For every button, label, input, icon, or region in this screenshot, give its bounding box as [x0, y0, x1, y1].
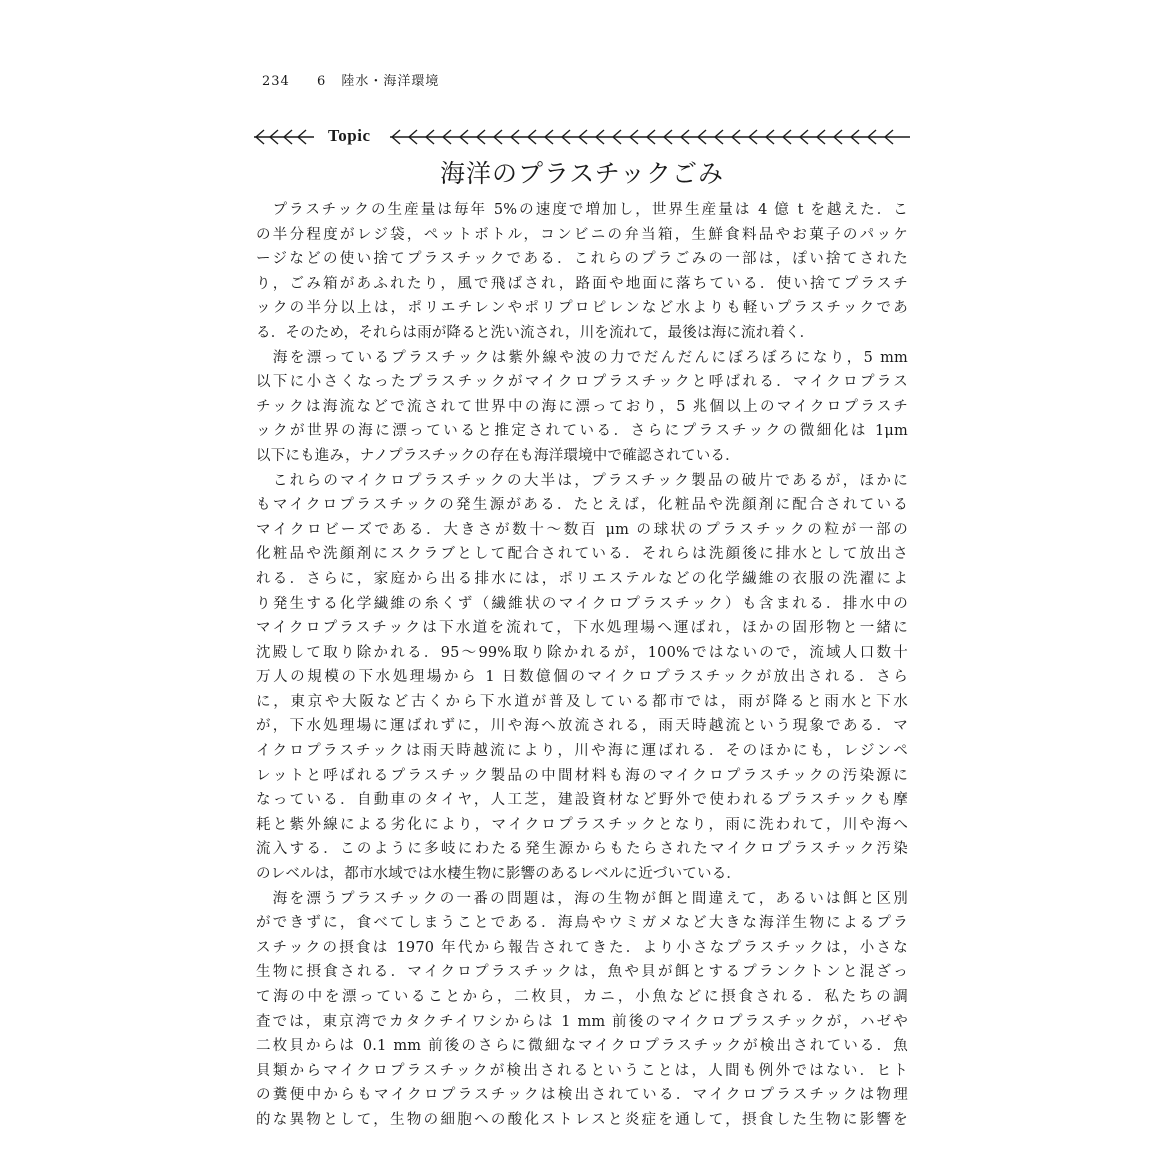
- text-line: のレベルは，都市水域では水棲生物に影響のあるレベルに近づいている．: [256, 866, 742, 883]
- text-line: 沈殿して取り除かれる．95～99%取り除かれるが，100%ではないので，流域人口数十: [256, 644, 908, 661]
- running-head: [262, 70, 439, 89]
- text-line: る．そのため，それらは雨が降ると洗い流され，川を流れて，最後は海に流れ着く．: [256, 324, 815, 341]
- text-line: 的な異物として，生物の細胞への酸化ストレスと炎症を通して，摂食した生物に影響を: [256, 1111, 908, 1128]
- text-line: もマイクロプラスチックの発生源がある．たとえば，化粧品や洗顔剤に配合されている: [256, 497, 908, 514]
- text-line: マイクロビーズである．大きさが数十～数百 μm の球状のプラスチックの粒が一部の: [256, 521, 908, 538]
- text-line: 査では，東京湾でカタクチイワシからは 1 mm 前後のマイクロプラスチックが，ハゼや: [256, 1013, 908, 1030]
- topic-title: 海洋のプラスチックごみ: [439, 159, 724, 188]
- text-line: スチックの摂食は 1970 年代から報告されてきた．より小さなプラスチックは，小さな: [256, 939, 908, 956]
- text-line: に，東京や大阪など古くから下水道が普及している都市では，雨が降ると雨水と下水: [256, 693, 908, 710]
- text-line: イクロプラスチックは雨天時越流により，川や海に運ばれる．そのほかにも，レジンペ: [256, 743, 908, 760]
- text-line: ックが世界の海に漂っていると推定されている．さらにプラスチックの微細化は 1μm: [256, 423, 908, 440]
- text-line: 貝類からマイクロプラスチックが検出されるということは，人間も例外ではない．ヒト: [256, 1062, 908, 1079]
- page-number: 234: [262, 74, 290, 89]
- text-line: 二枚貝からは 0.1 mm 前後のさらに微細なマイクロプラスチックが検出されている．魚: [256, 1038, 908, 1055]
- topic-label: Topic: [328, 126, 371, 145]
- text-line: 化粧品や洗顔剤にスクラブとして配合されている．それらは洗顔後に排水として放出さ: [256, 546, 908, 563]
- text-line: れる．さらに，家庭から出る排水には，ポリエステルなどの化学繊維の衣服の洗濯によ: [256, 570, 908, 587]
- text-line: なっている．自動車のタイヤ，人工芝，建設資材など野外で使われるプラスチックも摩: [256, 792, 908, 809]
- text-line: の半分程度がレジ袋，ペットボトル，コンビニの弁当箱，生鮮食料品やお菓子のパッケ: [256, 226, 908, 243]
- article-body: [256, 198, 908, 1133]
- text-line: 以下にも進み，ナノプラスチックの存在も海洋環境中で確認されている．: [256, 447, 740, 464]
- text-line: 以下に小さくなったプラスチックがマイクロプラスチックと呼ばれる．マイクロプラス: [256, 374, 908, 391]
- text-line: り発生する化学繊維の糸くず（繊維状のマイクロプラスチック）も含まれる．排水中の: [256, 595, 908, 612]
- text-line: これらのマイクロプラスチックの大半は，プラスチック製品の破片であるが，ほかに: [256, 472, 908, 489]
- text-line: 万人の規模の下水処理場から 1 日数億個のマイクロプラスチックが放出される．さら: [256, 669, 908, 686]
- text-line: レットと呼ばれるプラスチック製品の中間材料も海のマイクロプラスチックの汚染源に: [256, 767, 908, 784]
- text-line: の糞便中からもマイクロプラスチックは検出されている．マイクロプラスチックは物理: [256, 1087, 908, 1104]
- text-line: 流入する．このように多岐にわたる発生源からもたらされたマイクロプラスチック汚染: [256, 841, 908, 858]
- text-line: ができずに，食べてしまうことである．海鳥やウミガメなど大きな海洋生物によるプラ: [256, 915, 908, 932]
- text-line: 耗と紫外線による劣化により，マイクロプラスチックとなり，雨に洗われて，川や海へ: [256, 816, 908, 833]
- text-line: ージなどの使い捨てプラスチックである．これらのプラごみの一部は，ぽい捨てされた: [256, 251, 908, 268]
- chapter-title: 陸水・海洋環境: [341, 74, 440, 89]
- text-line: ックの半分以上は，ポリエチレンやポリプロピレンなど水よりも軽いプラスチックであ: [256, 300, 908, 317]
- text-line: 生物に摂食される．マイクロプラスチックは，魚や貝が餌とするプランクトンと混ざっ: [256, 964, 908, 981]
- text-line: り，ごみ箱があふれたり，風で飛ばされ，路面や地面に落ちている．使い捨てプラスチ: [256, 275, 908, 292]
- text-line: マイクロプラスチックは下水道を流れて，下水処理場へ運ばれ，ほかの固形物と一緒に: [256, 620, 908, 637]
- text-line: が，下水処理場に運ばれずに，川や海へ放流される，雨天時越流という現象である．マ: [256, 718, 908, 735]
- topic-banner: [252, 124, 912, 150]
- text-line: 海を漂うプラスチックの一番の問題は，海の生物が餌と間違えて，あるいは餌と区別: [256, 890, 908, 907]
- text-line: て海の中を漂っていることから，二枚貝，カニ，小魚などに摂食される．私たちの調: [256, 989, 908, 1005]
- text-line: 海を漂っているプラスチックは紫外線や波の力でだんだんにぼろぼろになり，5 mm: [256, 349, 908, 366]
- chapter-number: 6: [316, 74, 327, 89]
- text-line: チックは海流などで流されて世界中の海に漂っており，5 兆個以上のマイクロプラスチ: [256, 398, 908, 415]
- text-line: プラスチックの生産量は毎年 5%の速度で増加し，世界生産量は 4 億 t を越えた．こ: [256, 202, 908, 218]
